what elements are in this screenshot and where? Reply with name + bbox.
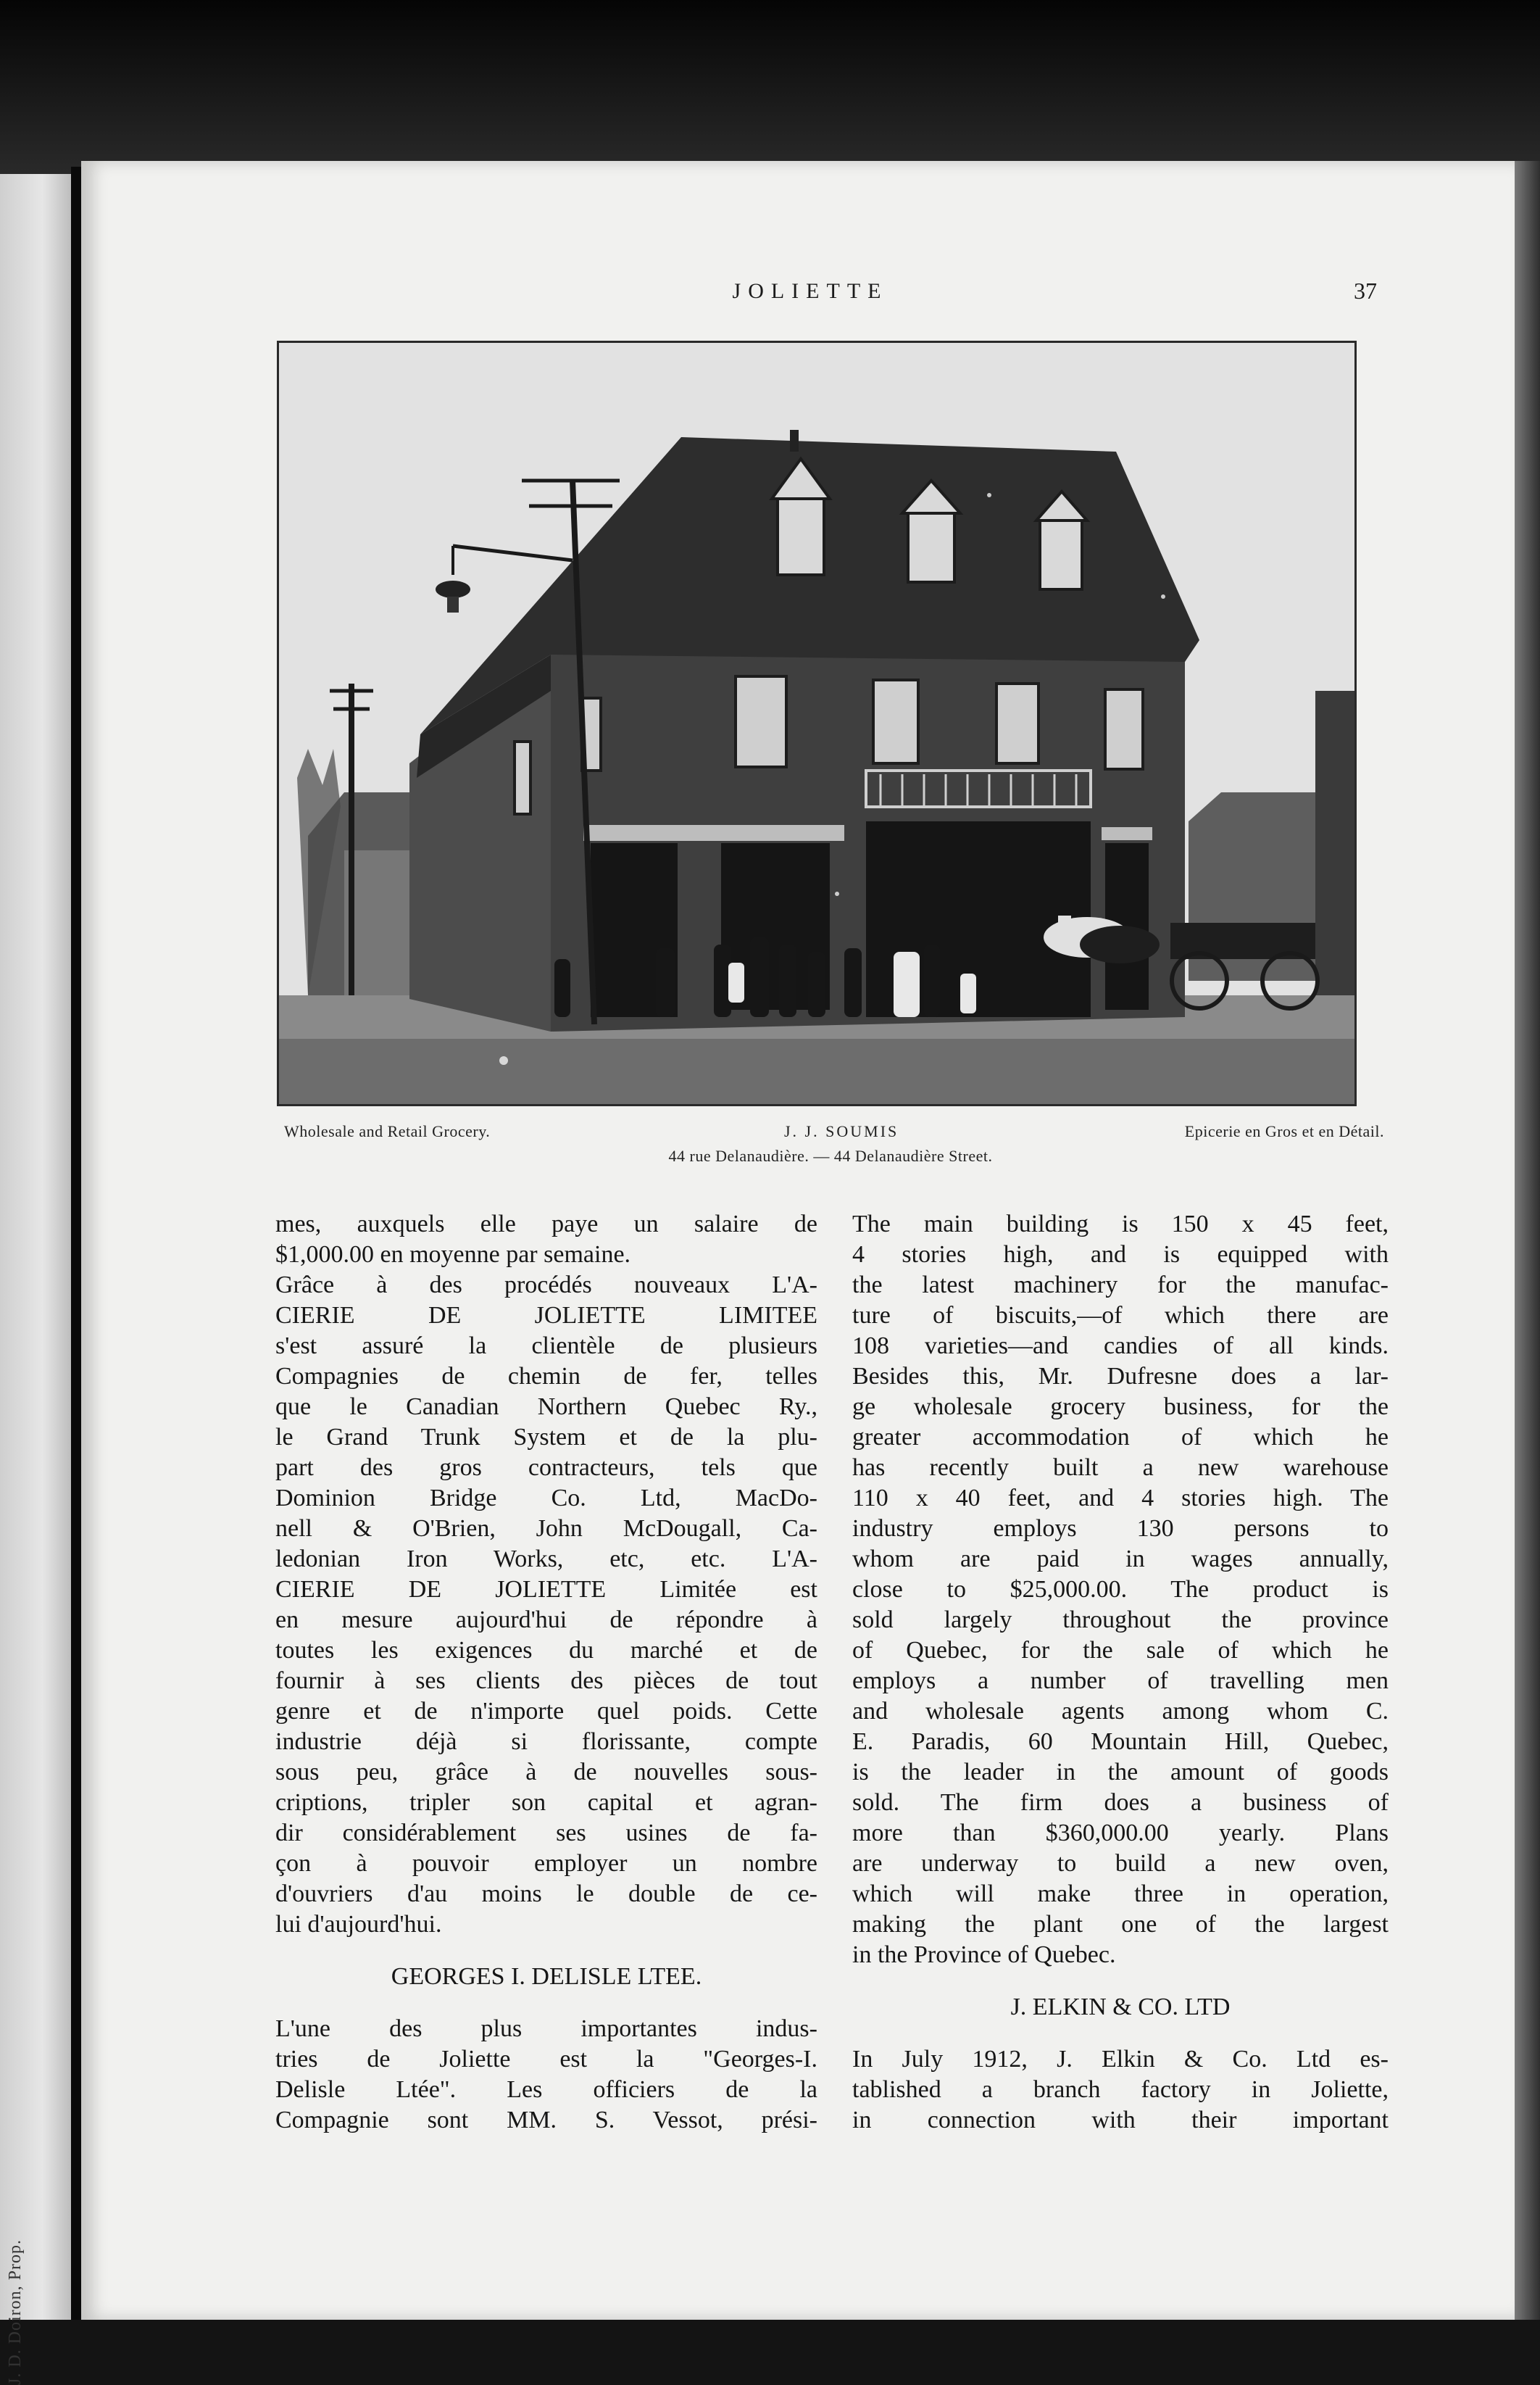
section-heading-elkin: J. ELKIN & CO. LTD bbox=[1010, 1994, 1231, 2020]
text-line: sold. The firm does a business of bbox=[852, 1789, 1389, 1816]
text-line: tablished a branch factory in Joliette, bbox=[852, 2076, 1389, 2103]
book-gutter bbox=[71, 167, 81, 2320]
text-line: industrie déjà si florissante, compte bbox=[275, 1728, 817, 1755]
scan-background-top bbox=[0, 0, 1540, 181]
caption-proprietor: J. J. SOUMIS bbox=[784, 1122, 899, 1140]
spacer bbox=[852, 1970, 1389, 1992]
text-line: dir considérablement ses usines de fa- bbox=[275, 1820, 817, 1846]
text-line: close to $25,000.00. The product is bbox=[852, 1576, 1389, 1603]
text-line: employs a number of travelling men bbox=[852, 1667, 1389, 1694]
text-line: ledonian Iron Works, etc, etc. L'A- bbox=[275, 1546, 817, 1572]
text-line: Besides this, Mr. Dufresne does a lar- bbox=[852, 1363, 1389, 1390]
text-line: genre et de n'importe quel poids. Cette bbox=[275, 1698, 817, 1725]
text-line: making the plant one of the largest bbox=[852, 1911, 1389, 1938]
text-line: Delisle Ltée". Les officiers de la bbox=[275, 2076, 817, 2103]
right-text-column bbox=[852, 1209, 1389, 2136]
text-line: industry employs 130 persons to bbox=[852, 1515, 1389, 1542]
text-line: part des gros contracteurs, tels que bbox=[275, 1454, 817, 1481]
text-line: mes, auxquels elle paye un salaire de bbox=[275, 1211, 817, 1237]
section-heading-delisle: GEORGES I. DELISLE LTEE. bbox=[391, 1963, 702, 1990]
spacer bbox=[275, 1992, 817, 2014]
text-line: toutes les exigences du marché et de bbox=[275, 1637, 817, 1664]
text-line: sous peu, grâce à de nouvelles sous- bbox=[275, 1759, 817, 1785]
text-line: greater accommodation of which he bbox=[852, 1424, 1389, 1451]
text-line: ture of biscuits,—of which there are bbox=[852, 1302, 1389, 1329]
text-line: 110 x 40 feet, and 4 stories high. The bbox=[852, 1485, 1389, 1511]
text-line: criptions, tripler son capital et agran- bbox=[275, 1789, 817, 1816]
text-line: fournir à ses clients des pièces de tout bbox=[275, 1667, 817, 1694]
text-line: Dominion Bridge Co. Ltd, MacDo- bbox=[275, 1485, 817, 1511]
text-line: CIERIE DE JOLIETTE LIMITEE bbox=[275, 1302, 817, 1329]
caption-address: 44 rue Delanaudière. — 44 Delanaudière Street. bbox=[668, 1147, 993, 1165]
text-line: lui d'aujourd'hui. bbox=[275, 1911, 442, 1938]
spacer bbox=[275, 1940, 817, 1962]
text-line: 108 varieties—and candies of all kinds. bbox=[852, 1332, 1389, 1359]
spacer bbox=[852, 2023, 1389, 2044]
text-line: has recently built a new warehouse bbox=[852, 1454, 1389, 1481]
text-line: more than $360,000.00 yearly. Plans bbox=[852, 1820, 1389, 1846]
running-head: JOLIETTE bbox=[732, 279, 888, 303]
text-line: tries de Joliette est la "Georges-I. bbox=[275, 2046, 817, 2073]
text-line: are underway to build a new oven, bbox=[852, 1850, 1389, 1877]
text-line: whom are paid in wages annually, bbox=[852, 1546, 1389, 1572]
text-line: E. Paradis, 60 Mountain Hill, Quebec, bbox=[852, 1728, 1389, 1755]
text-line: In July 1912, J. Elkin & Co. Ltd es- bbox=[852, 2046, 1389, 2073]
left-text-column bbox=[275, 1209, 817, 2136]
text-line: que le Canadian Northern Quebec Ry., bbox=[275, 1393, 817, 1420]
text-line: Grâce à des procédés nouveaux L'A- bbox=[275, 1272, 817, 1298]
text-line: ge wholesale grocery business, for the bbox=[852, 1393, 1389, 1420]
text-line: the latest machinery for the manufac- bbox=[852, 1272, 1389, 1298]
text-line: çon à pouvoir employer un nombre bbox=[275, 1850, 817, 1877]
text-line: and wholesale agents among whom C. bbox=[852, 1698, 1389, 1725]
text-line: nell & O'Brien, John McDougall, Ca- bbox=[275, 1515, 817, 1542]
text-line: in connection with their important bbox=[852, 2107, 1389, 2133]
text-line: of Quebec, for the sale of which he bbox=[852, 1637, 1389, 1664]
text-line: L'une des plus importantes indus- bbox=[275, 2015, 817, 2042]
text-line: s'est assuré la clientèle de plusieurs bbox=[275, 1332, 817, 1359]
text-line: Compagnie sont MM. S. Vessot, prési- bbox=[275, 2107, 817, 2133]
page-edge-shadow bbox=[1515, 161, 1540, 2320]
text-line: en mesure aujourd'hui de répondre à bbox=[275, 1606, 817, 1633]
page-number: 37 bbox=[1354, 278, 1377, 304]
building-photograph bbox=[277, 341, 1357, 1106]
photo-caption bbox=[277, 1122, 1384, 1166]
text-line: CIERIE DE JOLIETTE Limitée est bbox=[275, 1576, 817, 1603]
facing-page-spine-text: J. D. Doiron, Prop. bbox=[6, 2239, 25, 2385]
caption-left: Wholesale and Retail Grocery. bbox=[284, 1122, 491, 1140]
text-line: which will make three in operation, bbox=[852, 1880, 1389, 1907]
text-line: is the leader in the amount of goods bbox=[852, 1759, 1389, 1785]
text-line: in the Province of Quebec. bbox=[852, 1941, 1116, 1968]
text-line: le Grand Trunk System et de la plu- bbox=[275, 1424, 817, 1451]
text-line: $1,000.00 en moyenne par semaine. bbox=[275, 1241, 631, 1268]
text-line: Compagnies de chemin de fer, telles bbox=[275, 1363, 817, 1390]
caption-right: Epicerie en Gros et en Détail. bbox=[1184, 1122, 1384, 1140]
text-line: sold largely throughout the province bbox=[852, 1606, 1389, 1633]
text-line: The main building is 150 x 45 feet, bbox=[852, 1211, 1389, 1237]
text-line: d'ouvriers d'au moins le double de ce- bbox=[275, 1880, 817, 1907]
facing-page-edge bbox=[0, 174, 71, 2385]
text-line: 4 stories high, and is equipped with bbox=[852, 1241, 1389, 1268]
